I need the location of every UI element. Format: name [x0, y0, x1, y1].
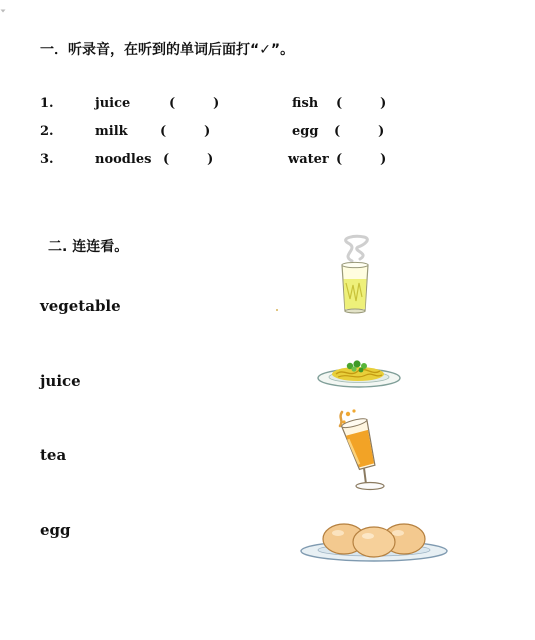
item-word: milk — [95, 124, 128, 139]
section-one-title: 一．听录音，在听到的单词后面打“✓”。 — [40, 42, 295, 58]
open-paren: ( — [160, 124, 167, 139]
close-paren: ) — [380, 152, 387, 167]
item-word: fish — [292, 96, 319, 111]
item-number: 1. — [40, 96, 54, 111]
plate-of-eggs-picture — [298, 521, 450, 563]
corner-caret-icon — [0, 8, 6, 14]
speck-mark — [276, 309, 278, 311]
section-two-title: 二. 连连看。 — [48, 239, 129, 255]
open-paren: ( — [334, 124, 341, 139]
plate-of-noodles-picture — [316, 356, 402, 390]
answer-blank[interactable] — [160, 124, 210, 139]
answer-blank[interactable] — [336, 96, 386, 111]
match-word: juice — [40, 372, 81, 390]
item-word: juice — [95, 96, 131, 111]
open-paren: ( — [169, 96, 176, 111]
answer-blank[interactable] — [163, 152, 213, 167]
glass-of-water-picture — [330, 233, 380, 315]
open-paren: ( — [336, 96, 343, 111]
close-paren: ) — [204, 124, 211, 139]
answer-blank[interactable] — [334, 124, 384, 139]
open-paren: ( — [336, 152, 343, 167]
close-paren: ) — [207, 152, 214, 167]
answer-blank[interactable] — [336, 152, 386, 167]
match-word: tea — [40, 446, 67, 464]
match-word: vegetable — [40, 297, 121, 315]
item-word: water — [288, 152, 329, 167]
item-number: 2. — [40, 124, 54, 139]
item-word: egg — [292, 124, 319, 139]
answer-blank[interactable] — [169, 96, 219, 111]
open-paren: ( — [163, 152, 170, 167]
close-paren: ) — [213, 96, 220, 111]
glass-of-juice-picture — [334, 408, 392, 494]
close-paren: ) — [378, 124, 385, 139]
match-word: egg — [40, 521, 71, 539]
item-number: 3. — [40, 152, 54, 167]
item-word: noodles — [95, 152, 152, 167]
close-paren: ) — [380, 96, 387, 111]
